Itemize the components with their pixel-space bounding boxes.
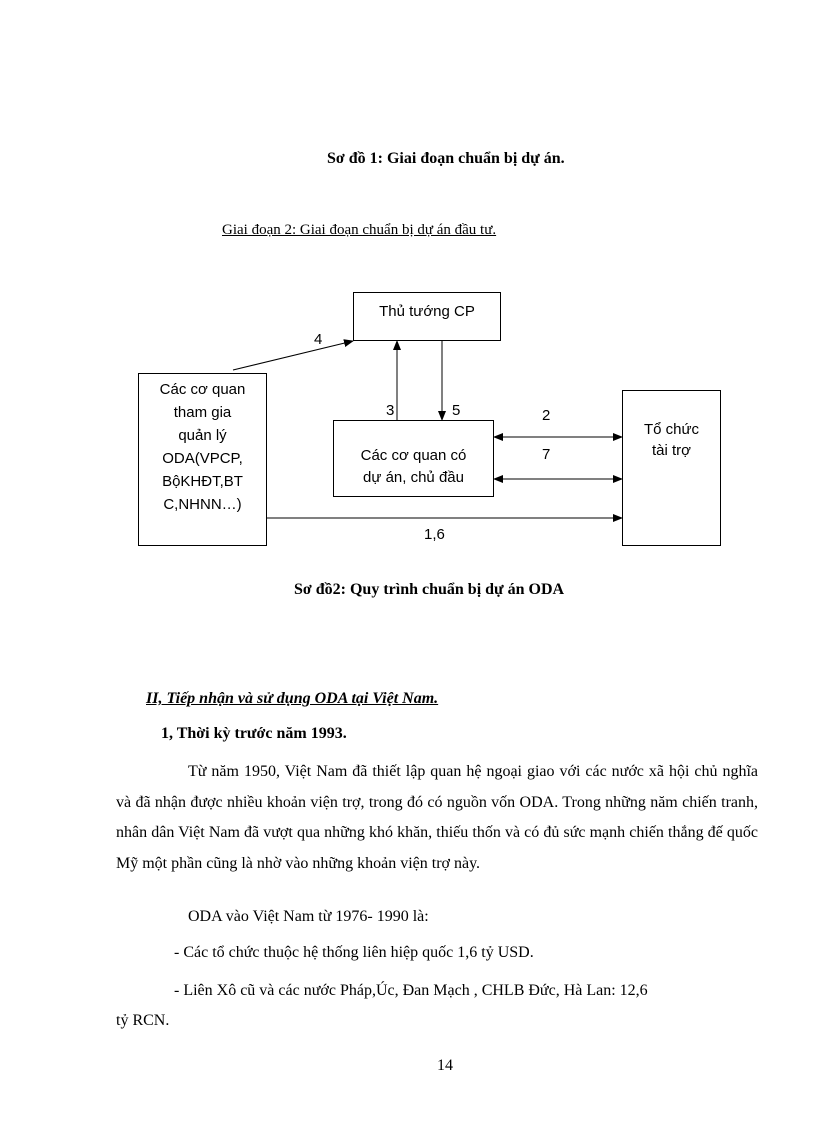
section-heading: II, Tiếp nhận và sử dụng ODA tại Việt Nam.: [146, 690, 439, 707]
bullet-countries: - Liên Xô cũ và các nước Pháp,Úc, Đan Mạch , CHLB Đức, Hà Lan: 12,6: [174, 982, 648, 999]
diagram1-caption: Sơ đồ 1: Giai đoạn chuẩn bị dự án.: [327, 150, 565, 167]
arrow-label-7: 7: [542, 446, 551, 463]
oda-intro: ODA vào Việt Nam từ 1976- 1990 là:: [188, 908, 429, 925]
page-number: 14: [437, 1057, 453, 1074]
stage-caption: Giai đoạn 2: Giai đoạn chuẩn bị dự án đầu tư.: [222, 222, 497, 238]
box-donor-line: Tổ chức: [643, 421, 700, 438]
box-managing-line: tham gia: [173, 404, 232, 421]
arrow-label-1-6: 1,6: [424, 526, 445, 543]
bullet-un: - Các tổ chức thuộc hệ thống liên hiệp quốc 1,6 tỷ USD.: [174, 944, 534, 961]
box-managing-line: ODA(VPCP,: [162, 450, 243, 467]
arrow-4: [233, 341, 353, 370]
box-managing-line: quản lý: [178, 427, 227, 444]
box-managing-line: C,NHNN…): [163, 496, 242, 513]
body-paragraph: Từ năm 1950, Việt Nam đã thiết lập quan hệ ngoại giao với các nước xã hội chủ nghĩa và đã nhận được nhiều khoản viện trợ, trong đó có nguồn vốn ODA. Trong những năm chiến tranh, nhân dân Việt Nam đã vượt qua những khó khăn, thiếu thốn và có đủ sức mạnh chiến thắng đế quốc Mỹ một phần cũng là nhờ vào những khoản viện trợ này.: [116, 763, 758, 872]
diagram2-caption: Sơ đồ2: Quy trình chuẩn bị dự án ODA: [294, 581, 565, 598]
box-project-agencies: [333, 420, 494, 497]
box-project-line: dự án, chủ đầu: [363, 469, 464, 486]
arrow-label-3: 3: [386, 402, 395, 419]
box-managing-line: Các cơ quan: [159, 381, 246, 398]
box-managing-line: BộKHĐT,BT: [162, 473, 243, 490]
box-prime-minister-label: Thủ tướng CP: [379, 303, 475, 320]
box-prime-minister: [353, 292, 501, 341]
box-project-line: Các cơ quan có: [360, 447, 467, 464]
box-managing-agencies: [138, 373, 267, 546]
arrow-label-2: 2: [542, 407, 551, 424]
box-donor: [622, 390, 721, 546]
subsection-heading: 1, Thời kỳ trước năm 1993.: [161, 725, 347, 742]
arrow-label-5: 5: [452, 402, 461, 419]
bullet-countries-cont: tỷ RCN.: [116, 1012, 170, 1029]
box-donor-line: tài trợ: [651, 442, 691, 459]
arrow-label-4: 4: [314, 331, 323, 348]
